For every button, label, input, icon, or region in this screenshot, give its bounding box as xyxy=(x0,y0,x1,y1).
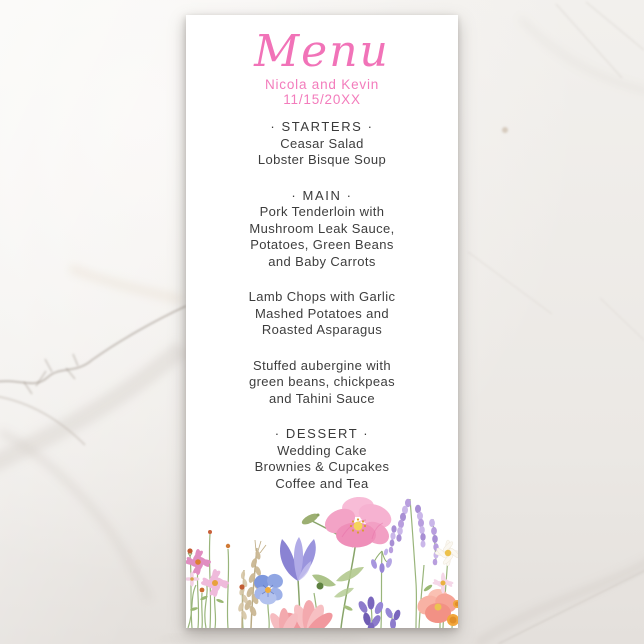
white-daisy xyxy=(435,540,458,566)
menu-section-heading: · STARTERS · xyxy=(270,119,374,134)
menu-section-heading: · MAIN · xyxy=(291,187,353,203)
menu-section xyxy=(186,188,458,408)
menu-course-group xyxy=(186,289,458,339)
wildflower-illustration xyxy=(186,493,458,628)
seedpod xyxy=(300,511,319,526)
menu-item-line: Stuffed aubergine with xyxy=(253,357,391,373)
menu-section xyxy=(186,426,458,492)
menu-item-line: Coffee and Tea xyxy=(275,475,369,491)
menu-item-line: Ceasar Salad xyxy=(280,135,364,151)
menu-course-group xyxy=(186,204,458,270)
menu-course-group xyxy=(186,443,458,493)
menu-item-line: Mushroom Leak Sauce, xyxy=(249,220,395,236)
menu-section xyxy=(186,119,458,169)
event-date: 11/15/20XX xyxy=(283,92,361,107)
menu-item-line: green beans, chickpeas xyxy=(248,374,396,389)
menu-item-line: Brownies & Cupcakes xyxy=(254,459,390,474)
menu-card xyxy=(186,15,458,628)
menu-item-line: and Baby Carrots xyxy=(268,253,376,269)
violet-flowers xyxy=(357,597,402,629)
menu-item-line: Lamb Chops with Garlic xyxy=(248,289,396,304)
menu-item-line: Pork Tenderloin with xyxy=(259,204,385,219)
menu-sections xyxy=(186,119,458,492)
menu-item-line: Wedding Cake xyxy=(277,442,367,458)
menu-item-line: Lobster Bisque Soup xyxy=(257,152,387,167)
cosmos-flower-light-pink xyxy=(201,569,229,597)
couple-names: Nicola and Kevin xyxy=(264,77,380,92)
menu-course-group xyxy=(186,358,458,408)
crocus-flower xyxy=(280,537,316,581)
menu-title: Menu xyxy=(254,26,390,77)
menu-item-line: Roasted Asparagus xyxy=(261,322,383,337)
menu-item-line: Mashed Potatoes and xyxy=(254,305,390,321)
menu-course-group xyxy=(186,136,458,169)
pink-poppy-flower xyxy=(321,496,395,549)
menu-item-line: and Tahini Sauce xyxy=(269,390,375,406)
menu-item-line: Potatoes, Green Beans xyxy=(250,237,394,252)
menu-section-heading: · DESSERT · xyxy=(274,426,370,441)
menu-subtitle xyxy=(186,77,458,107)
